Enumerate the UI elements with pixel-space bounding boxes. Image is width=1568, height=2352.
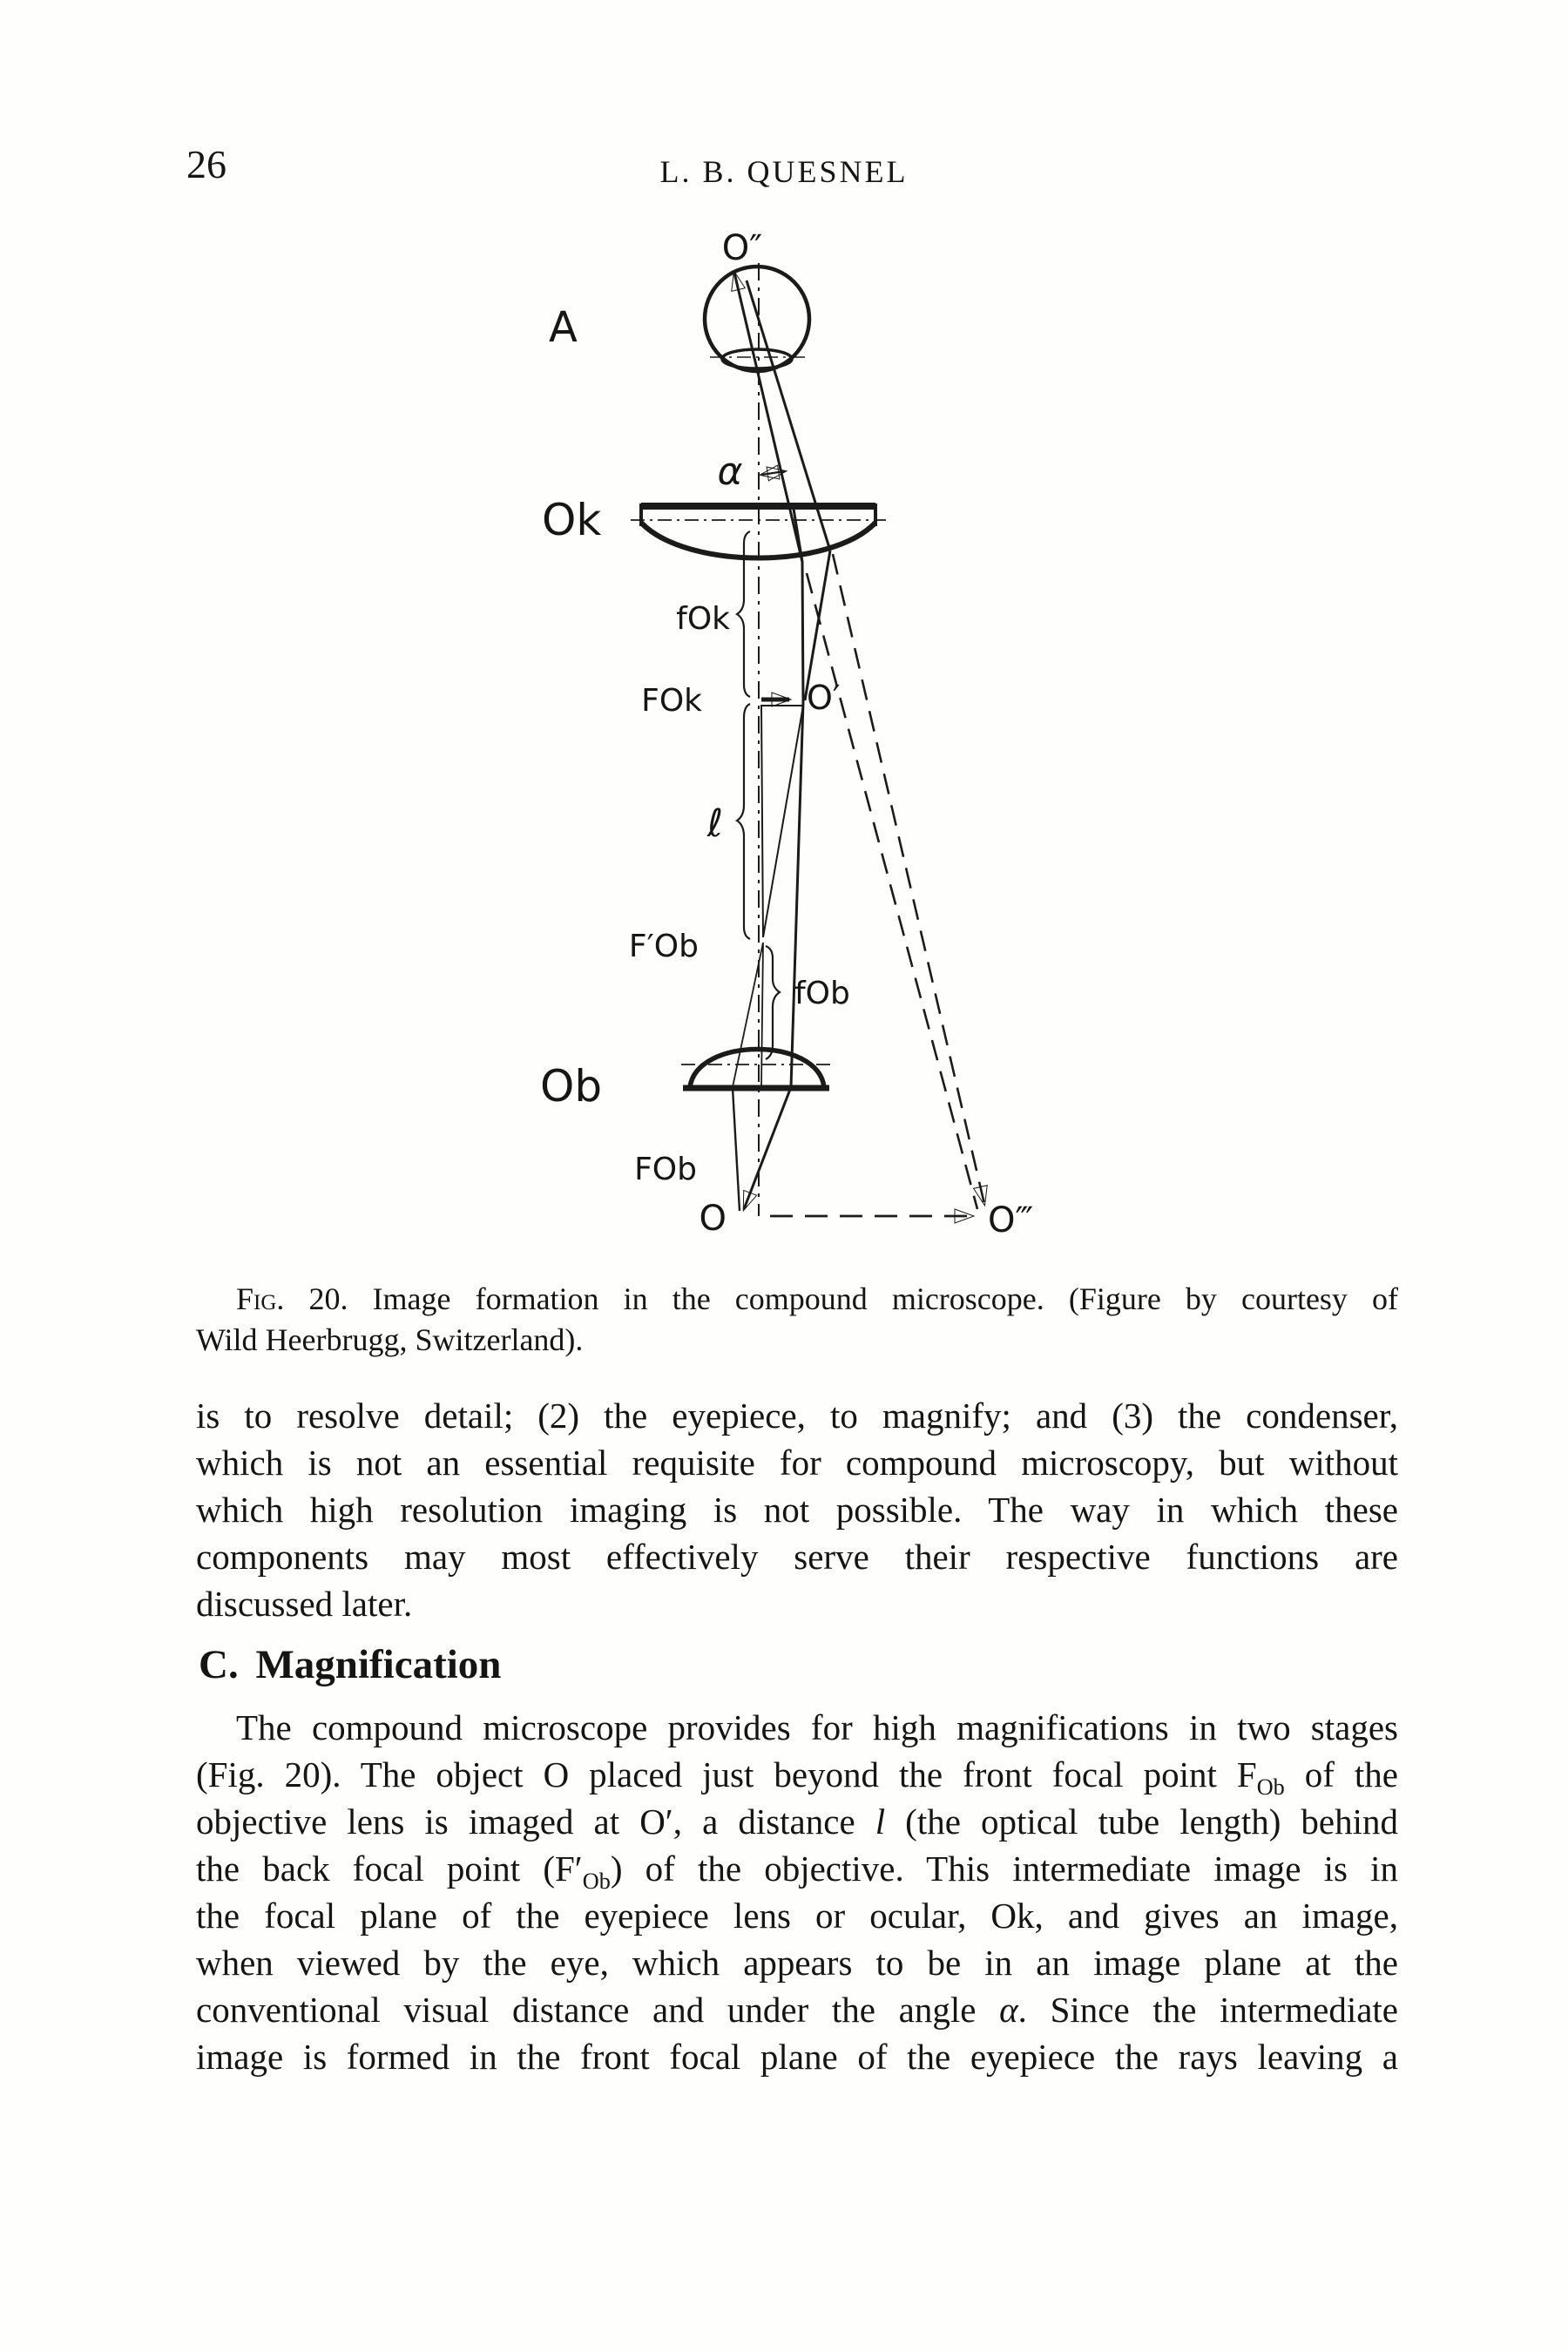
paragraph-2 (196, 1704, 1398, 2080)
figure-20-diagram (488, 218, 1098, 1263)
brace-tube-length (737, 704, 750, 939)
label-back-focal-point-ob: F′Ob (628, 929, 699, 964)
eyeball-outline (705, 267, 809, 371)
eye-drawing (705, 267, 830, 562)
figure-caption (196, 1279, 1398, 1361)
page-number: 26 (186, 142, 226, 186)
label-ocular-ok: Ok (542, 495, 602, 545)
figure-20 (488, 218, 1098, 1263)
text-line: which is not an essential requisite for compound microscopy, but without (196, 1443, 1398, 1483)
text-line: Wild Heerbrugg, Switzerland). (196, 1322, 584, 1357)
running-head: L. B. QUESNEL (659, 154, 909, 189)
text-line: components may most effectively serve their respective functions are (196, 1537, 1398, 1577)
label-o-triple-prime: O‴ (988, 1200, 1034, 1240)
ray-to-retina-1 (734, 273, 802, 562)
label-o-prime: O′ (807, 679, 841, 717)
label-focal-length-ok: fOk (676, 601, 730, 637)
label-objective-ob: Ob (540, 1061, 603, 1112)
text-line: objective lens is imaged at O′, a distance l (the optical tube length) behind (196, 1801, 1399, 1842)
label-object-o: O (699, 1199, 727, 1239)
text-line: (Fig. 20). The object O placed just beyond the front focal point $F_{Ob}$ of the (196, 1754, 1398, 1801)
text-line: discussed later. (196, 1584, 413, 1624)
objective-lens (681, 1050, 832, 1089)
label-o-double-prime: O″ (721, 228, 763, 268)
brace-focal-length-ob (766, 946, 780, 1059)
text-line: the back focal point $(F'_{Ob})$ of the objective. This intermediate image is in (196, 1848, 1398, 1895)
text-line: is to resolve detail; (2) the eyepiece, to magnify; and (3) the condenser, (196, 1396, 1398, 1436)
paragraph-1 (196, 1392, 1398, 1627)
label-focal-length-ob: fOb (794, 976, 850, 1011)
label-focal-point-ok: FOk (641, 683, 702, 719)
text-line: image is formed in the front focal plane of the eyepiece the rays leaving a (196, 2037, 1398, 2077)
text-line: The compound microscope provides for high magnifications in two stages (236, 1707, 1398, 1747)
text-line: the focal plane of the eyepiece lens or ocular, Ok, and gives an image, (196, 1896, 1398, 1936)
label-focal-point-ob: FOb (634, 1152, 697, 1187)
marginal-ray (744, 504, 803, 1209)
virtual-ray-2 (833, 554, 984, 1204)
virtual-ray-1 (807, 573, 977, 1209)
text-line: which high resolution imaging is not possible. The way in which these (196, 1490, 1398, 1530)
label-alpha: α (717, 449, 743, 494)
text-line: conventional visual distance and under the angle α. Since the intermediate (196, 1990, 1399, 2030)
text-line: Fig. 20. Image formation in the compound microscope. (Figure by courtesy of (236, 1281, 1398, 1316)
label-tube-length: ℓ (706, 801, 723, 846)
section-heading: C. Magnification (199, 1642, 502, 1687)
object-cone-edge (733, 1088, 740, 1211)
text-line: when viewed by the eye, which appears to be in an image plane at the (196, 1943, 1398, 1983)
label-eye-a: A (549, 303, 578, 352)
